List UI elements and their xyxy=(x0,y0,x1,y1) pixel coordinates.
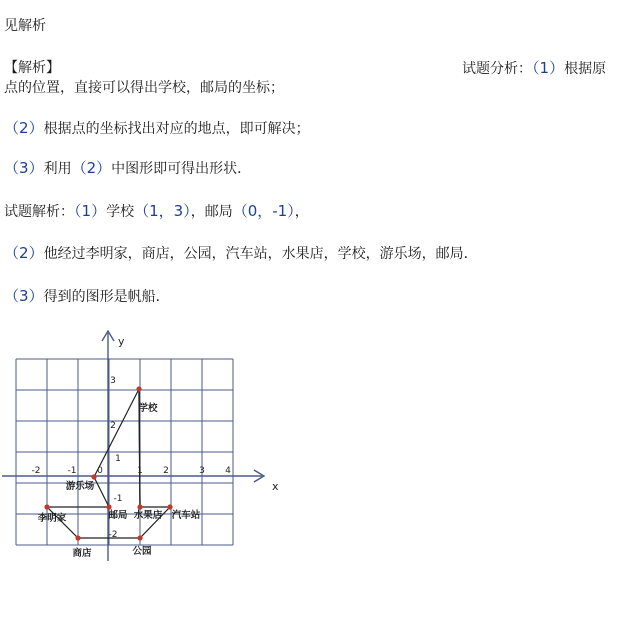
hint-item-1-continued xyxy=(4,78,284,98)
solution-item-2: （2）他经过李明家，商店，公园，汽车站，水果店，学校，游乐场，邮局． xyxy=(4,244,478,262)
point-marker xyxy=(106,504,111,509)
school-coordinate: 1，3 xyxy=(149,202,184,220)
x-tick-label: 2 xyxy=(163,466,169,476)
point-label: 李明家 xyxy=(37,513,67,524)
hint-item-1-text: 点的位置，直接可以得出学校，邮局的坐标； xyxy=(4,80,284,96)
solution-item-1-text-a: 学校 xyxy=(106,204,135,220)
x-tick-label: 1 xyxy=(137,466,143,476)
x-tick-label: -2 xyxy=(31,466,41,476)
hint-item-1-tail: 根据原 xyxy=(564,61,607,77)
hint-item-3-number: 3 xyxy=(19,159,29,177)
y-axis-label: y xyxy=(118,335,125,348)
point-label: 邮局 xyxy=(108,510,128,521)
hint-item-2-text: 根据点的坐标找出对应的地点，即可解决； xyxy=(43,121,310,137)
solution-item-3: （3）得到的图形是帆船． xyxy=(4,287,170,305)
x-tick-label: 3 xyxy=(199,466,205,476)
post-office-coordinate: 0，-1 xyxy=(247,202,288,220)
solution-heading: 试题解析： xyxy=(4,204,74,220)
solution-item-1: 试题解析：（1）学校（1，3），邮局（0，-1）， xyxy=(4,202,309,220)
solution-item-2-number: 2 xyxy=(19,244,29,262)
solution-item-1-text-b: ，邮局 xyxy=(190,204,233,220)
solution-item-1-number: 1 xyxy=(81,202,92,220)
hint-item-2: （2）根据点的坐标找出对应的地点，即可解决； xyxy=(4,119,310,137)
analysis-heading xyxy=(4,58,60,78)
hint-item-3-text-a: 利用 xyxy=(43,161,72,177)
analysis-heading-label: 【解析】 xyxy=(4,60,60,76)
x-tick-label: -1 xyxy=(67,466,77,476)
solution-item-3-text: 得到的图形是帆船． xyxy=(43,289,170,305)
solution-item-1-text-c: ， xyxy=(294,204,309,220)
hint-item-3: （3）利用（2）中图形即可得出形状． xyxy=(4,159,252,177)
point-marker xyxy=(44,504,49,509)
hint-heading: 试题分析： xyxy=(462,61,532,77)
y-tick-label: 1 xyxy=(115,454,121,464)
answer-text xyxy=(4,16,46,36)
hint-item-2-number: 2 xyxy=(19,119,29,137)
point-label: 商店 xyxy=(72,548,92,559)
point-marker xyxy=(167,504,172,509)
hint-item-3-text-b: 中图形即可得出形状． xyxy=(111,161,252,177)
point-marker xyxy=(136,386,141,391)
point-label: 汽车站 xyxy=(171,510,201,521)
hint-item-1-number: 1 xyxy=(539,59,550,77)
point-marker xyxy=(137,504,142,509)
solution-item-3-number: 3 xyxy=(19,287,29,305)
solution-item-2-text: 他经过李明家，商店，公园，汽车站，水果店，学校，游乐场，邮局． xyxy=(43,246,478,262)
point-marker xyxy=(137,535,142,540)
point-label: 学校 xyxy=(138,403,158,414)
y-tick-label: -1 xyxy=(113,494,123,504)
point-marker xyxy=(75,535,80,540)
point-label: 水果店 xyxy=(133,510,163,521)
point-label: 游乐场 xyxy=(65,481,95,492)
hint-item-1-start: 试题分析：（1）根据原 xyxy=(462,59,607,77)
point-label: 公园 xyxy=(132,546,152,557)
y-tick-label: 2 xyxy=(110,421,116,431)
y-tick-label: -2 xyxy=(108,530,118,540)
x-axis-label: x xyxy=(272,480,279,493)
x-tick-label: 0 xyxy=(97,466,103,476)
coordinate-grid-figure xyxy=(0,325,300,565)
y-tick-label: 3 xyxy=(110,376,116,386)
x-tick-label: 4 xyxy=(225,466,231,476)
hint-item-3-ref: 2 xyxy=(86,159,97,177)
location-points xyxy=(37,386,201,559)
answer-label: 见解析 xyxy=(4,18,46,34)
point-marker xyxy=(91,474,96,479)
